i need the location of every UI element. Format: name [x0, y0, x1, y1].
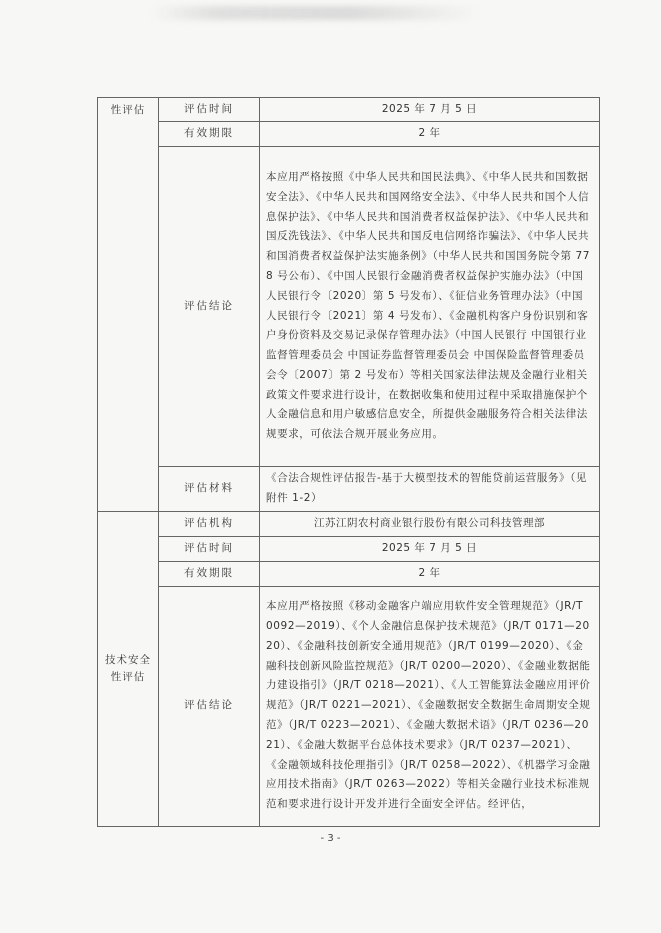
row-value-conclusion: 本应用严格按照《中华人民共和国民法典》、《中华人民共和国数据安全法》、《中华人民共和国网络安全法》、《中华人民共和国个人信息保护法》、《中华人民共和国消费者权益保护法》、《中华人民共和国反洗钱法》、《中华人民共和国反电信网络诈骗法》、《中华人民共和国消费者权益保护法实施条例》（中华人民共和国国务院令第 778 号公布）、《中国人民银行金融消费者权益保护实施办法》（中国人民银行令〔2020〕第 5 号发布）、《征信业务管理办法》（中国人民银行令〔2021〕第 4 号发布）、《金融机构客户身份识别和客户身份资料及交易记录保存管理办法》（中国人民银行 中国银行业监督管理委员会 中国证券监督管理委员会 中国保险监督管理委员会令〔2007〕第 2 号发布）等相关国家法律法规及金融行业相关政策文件要求进行设计，在数据收集和使用过程中采取措施保护个人金融信息和用户敏感信息安全，所提供金融服务符合相关法律法规要求，可依法合规开展业务应用。 — [260, 147, 600, 467]
row-label-conclusion: 评估结论 — [159, 147, 260, 467]
row-value-material: 《合法合规性评估报告-基于大模型技术的智能贷前运营服务》（见附件 1-2） — [260, 467, 600, 512]
row-value-conclusion: 本应用严格按照《移动金融客户端应用软件安全管理规范》（JR/T 0092—2019）、《个人金融信息保护技术规范》（JR/T 0171—2020）、《金融科技创新安全通用规范》（JR/T 0199—2020）、《金融科技创新风险监控规范》（JR/T 0200—2020）、《金融业数据能力建设指引》（JR/T 0218—2021）、《人工智能算法金融应用评价规范》（JR/T 0221—2021）、《金融数据安全数据生命周期安全规范》（JR/T 0223—2021）、《金融大数据术语》（JR/T 0236—2021）、《金融大数据平台总体技术要求》（JR/T 0237—2021）、《金融领域科技伦理指引》（JR/T 0258—2022）、《机器学习金融应用技术指南》（JR/T 0263—2022）等相关金融行业技术标准规范和要求进行设计开发并进行全面安全评估。经评估， — [260, 586, 600, 826]
row-value-org: 江苏江阴农村商业银行股份有限公司科技管理部 — [260, 511, 600, 536]
row-value-validity: 2 年 — [260, 122, 600, 147]
row-label-org: 评估机构 — [159, 511, 260, 536]
table-row — [98, 536, 600, 561]
row-label-date: 评估时间 — [159, 98, 260, 122]
table-row — [98, 467, 600, 512]
table-row — [98, 98, 600, 122]
category-cell-compliance: 性评估 — [98, 98, 159, 512]
assessment-table — [97, 97, 600, 827]
row-label-validity: 有效期限 — [159, 122, 260, 147]
row-value-validity: 2 年 — [260, 561, 600, 586]
category-cell-tech-security: 技术安全性评估 — [98, 511, 159, 826]
row-label-validity: 有效期限 — [159, 561, 260, 586]
row-label-conclusion: 评估结论 — [159, 586, 260, 826]
row-label-material: 评估材料 — [159, 467, 260, 512]
row-label-date: 评估时间 — [159, 536, 260, 561]
table-row — [98, 511, 600, 536]
page-number: - 3 - — [320, 833, 341, 844]
table-row — [98, 561, 600, 586]
scan-smudge — [150, 6, 480, 20]
row-value-date: 2025 年 7 月 5 日 — [260, 536, 600, 561]
table-row — [98, 122, 600, 147]
table-row — [98, 147, 600, 467]
row-value-date: 2025 年 7 月 5 日 — [260, 98, 600, 122]
table-row — [98, 586, 600, 826]
